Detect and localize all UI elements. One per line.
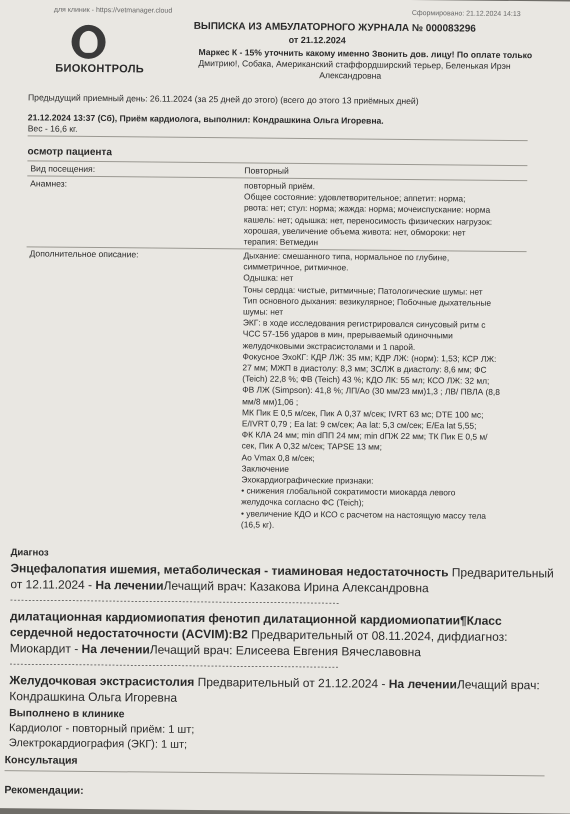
anamnesis-label: Анамнез: <box>30 178 68 189</box>
diagnosis-2-line-1: дилатационная кардиомиопатия фенотип дилатационной кардиомиопатии¶Класс <box>9 609 502 628</box>
diagnosis-3-doctor: Кондрашкина Ольга Игоревна <box>9 689 178 705</box>
patient-line-1: Маркес К - 15% уточнить какому именно Звонить дов. лицу! По оплате только <box>198 46 533 61</box>
diagnosis-1-line-1: Энцефалопатия ишемия, метаболическая - тиаминовая недостаточность Предварительный <box>10 561 554 581</box>
visit-type-label: Вид посещения: <box>30 163 96 174</box>
patient-line-2: Дмитрию!, Собака, Американский стаффордширский терьер, Беленькая Ирэн <box>198 57 511 71</box>
doc-title: ВЫПИСКА ИЗ АМБУЛАТОРНОГО ЖУРНАЛА № 000083296 <box>193 20 476 35</box>
diagnosis-2-line-3: Миокардит - На леченииЛечащий врач: Елисеева Евгения Вячеславовна <box>9 641 422 660</box>
performed-item-2: Электрокардиография (ЭКГ): 1 шт; <box>8 737 188 751</box>
document-page: для клиник - https://vetmanager.cloud Сформировано: 21.12.2024 14:13 БИОКОНТРОЛЬ ВЫПИСКА ИЗ АМБУЛАТОРНОГО ЖУРНАЛА № 000083296 от 21.12.2024 Маркес К - 15% уточнить какому именно Звонить дов. лицу! По оплате только Дмитрию!, Собака, Американский стаффордширский терьер, Беленькая Ирэн Александровна Предыдущий приемный день: 26.11.2024 (за 25 дней до этого) (всего до этого 13 приёмных дней) 21.12.2024 13:37 (Сб), Приём кардиолога, выполнил: Кондрашкина Ольга Игоревна. Вес - 16,6 кг. осмотр пациента Вид посещения: Повторный Анамнез: повторный приём. Общее состояние: удовлетворительное; аппетит: норма; рвота: нет; стул: норма; жажда: норма; мочеиспускание: норма кашель: нет; одышка: нет, переносимость физических нагрузок: хорошая, увеличение объема живота: нет, обмороки: нет терапия: Ветмедин Дополнительное описание: Дыхание: смешанного типа, нормальное по глубине, симметричное, ритмичное. Одышка: нет Тоны сердца: чистые, ритмичные; Патологические шумы: нет Тип основного дыхания: везикулярное; Побочные дыхательные шумы: нет ЭКГ: в ходе исследования регистрировался синусовый ритм с ЧСС 57-156 ударов в мин, прерываемый одиночными желудочковыми экстрасистолами и 1 парой. Фокусное ЭхоКГ: КДР ЛЖ: 35 мм; КДР ЛЖ: (норм): 1,53; КСР ЛЖ: 27 мм; МЖП в диастолу: 8,3 мм; ЗСЛЖ в диастолу: 8,6 мм; ФС (Teich) 22,8 %; ФВ (Teich) 43 %; КДО ЛК: 55 мл; КСО ЛЖ: 32 мл; ФВ ЛЖ (Simpson): 41,8 %; ЛП/Ао (30 мм/23 мм)1,3 ; ЛВ/ ПВЛА (8,8 мм/8 мм)1,06 ; МК Пик Е 0,5 м/сек, Пик А 0,37 м/сек; IVRT 63 мс; DTE 100 мс; E/IVRT 0,79 ; Ea lat: 9 см/сек; Aa lat: 5,3 см/сек; E/Ea lat 5,55; ФК КЛА 24 мм; min dПП 24 мм; min dПЖ 22 мм; ТК Пик Е 0,5 м/ сек, Пик А 0,32 м/сек; TAPSE 13 мм; Ao Vmax 0,8 м/сек; Заключение Эхокардиографические признаки: • снижения глобальной сократимости миокарда левого желудочка согласно ФС (Teich); • увеличение КДО и КСО с расчетом на настоящую массу тела (16,5 кг). Диагноз Энцефалопатия ишемия, метаболическая - тиаминовая недостаточность Предварительный от 12.11.2024 - На леченииЛечащий врач: Казакова Ирина Александровна ------------------------------------------------------------------------------------------ дилатационная кардиомиопатия фенотип дилатационной кардиомиопатии¶Класс сердечной недостаточности (ACVIM):B2 Предварительный от 08.11.2024, дифдиагноз: Миокардит - На леченииЛечащий врач: Елисеева Евгения Вячеславовна ------------------------------------------------------------------------------------------ Желудочковая экстрасистолия Предварительный от 21.12.2024 - На леченииЛечащий врач: Кондрашкина Ольга Игоревна Выполнено в клинике Кардиолог - повторный приём: 1 шт; Электрокардиография (ЭКГ): 1 шт; Консультация Рекомендации: <box>0 0 570 814</box>
visit-header: 21.12.2024 13:37 (Сб), Приём кардиолога, выполнил: Кондрашкина Ольга Игоревна. <box>27 112 384 126</box>
diagnosis-3-line-1: Желудочковая экстрасистолия Предварительный от 21.12.2024 - На леченииЛечащий врач: <box>9 673 540 693</box>
diagnosis-1-line-2: от 12.11.2024 - На леченииЛечащий врач: Казакова Ирина Александровна <box>10 577 429 596</box>
diagnosis-heading: Диагноз <box>10 547 49 559</box>
performed-item-1: Кардиолог - повторный приём: 1 шт; <box>8 722 195 736</box>
generated-at: Сформировано: 21.12.2024 14:13 <box>411 10 521 19</box>
doc-date: от 21.12.2024 <box>288 34 346 46</box>
anamnesis-value: повторный приём. Общее состояние: удовлетворительное; аппетит: норма; рвота: нет; стул: норма; жажда: норма; мочеиспускание: норма кашель: нет; одышка: нет, переносимость физических нагрузок: хорошая, увеличение объема живота: нет, обмороки: нет терапия: Ветмедин <box>243 180 493 248</box>
patient-line-3: Александровна <box>319 70 382 81</box>
additional-label: Дополнительное описание: <box>29 248 139 260</box>
previous-visit: Предыдущий приемный день: 26.11.2024 (за 25 дней до этого) (всего до этого 13 приёмных дней) <box>27 92 419 107</box>
clinic-logo-icon <box>71 25 105 59</box>
visit-type-value: Повторный <box>244 165 289 176</box>
performed-heading: Выполнено в клинике <box>9 707 125 721</box>
exam-heading: осмотр пациента <box>27 146 112 159</box>
clinic-name: БИОКОНТРОЛЬ <box>55 62 145 76</box>
consultation-heading: Консультация <box>4 754 78 767</box>
print-source: для клиник - https://vetmanager.cloud <box>53 6 173 15</box>
additional-value: Дыхание: смешанного типа, нормальное по глубине, симметричное, ритмичное. Одышка: нет Тоны сердца: чистые, ритмичные; Патологические шумы: нет Тип основного дыхания: везикулярное; Побочные дыхательные шумы: нет ЭКГ: в ходе исследования регистрировался синусовый ритм с ЧСС 57-156 ударов в мин, прерываемый одиночными желудочковыми экстрасистолами и 1 парой. Фокусное ЭхоКГ: КДР ЛЖ: 35 мм; КДР ЛЖ: (норм): 1,53; КСР ЛЖ: 27 мм; МЖП в диастолу: 8,3 мм; ЗСЛЖ в диастолу: 8,6 мм; ФС (Teich) 22,8 %; ФВ (Teich) 43 %; КДО ЛК: 55 мл; КСО ЛЖ: 32 мл; ФВ ЛЖ (Simpson): 41,8 %; ЛП/Ао (30 мм/23 мм)1,3 ; ЛВ/ ПВЛА (8,8 мм/8 мм)1,06 ; МК Пик Е 0,5 м/сек, Пик А 0,37 м/сек; IVRT 63 мс; DTE 100 мс; E/IVRT 0,79 ; Ea lat: 9 см/сек; Aa lat: 5,3 см/сек; E/Ea lat 5,55; ФК КЛА 24 мм; min dПП 24 мм; min dПЖ 22 мм; ТК Пик Е 0,5 м/ сек, Пик А 0,32 м/сек; TAPSE 13 мм; Ao Vmax 0,8 м/сек; Заключение Эхокардиографические признаки: • снижения глобальной сократимости миокарда левого желудочка согласно ФС (Teich); • увеличение КДО и КСО с расчетом на настоящую массу тела (16,5 кг). <box>240 250 501 530</box>
diagnosis-2-line-2: сердечной недостаточности (ACVIM):B2 Предварительный от 08.11.2024, дифдиагноз: <box>9 625 508 644</box>
weight: Вес - 16,6 кг. <box>27 123 78 134</box>
recommendations-heading: Рекомендации: <box>4 784 84 797</box>
